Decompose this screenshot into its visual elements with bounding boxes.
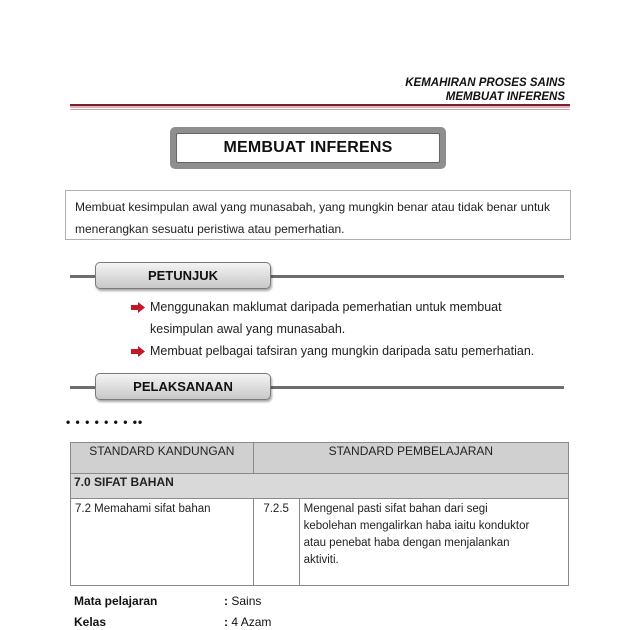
title-frame <box>170 127 446 169</box>
header-line-1: KEMAHIRAN PROSES SAINS <box>405 77 565 89</box>
pelaksanaan-label: PELAKSANAAN <box>95 373 271 400</box>
class-value: 4 Azam <box>231 615 272 629</box>
subject-value-wrap <box>224 594 261 608</box>
document-header <box>405 76 565 104</box>
header-rule <box>70 104 570 108</box>
header-standard-kandungan: STANDARD KANDUNGAN <box>71 443 254 474</box>
pembelajaran-line: aktiviti. <box>303 554 339 566</box>
petunjuk-item-2 <box>131 340 551 362</box>
arrow-bullet-icon <box>131 346 145 357</box>
petunjuk-item-1-line-1: Menggunakan maklumat daripada pemerhatian untuk membuat <box>150 300 502 314</box>
table-row <box>71 499 569 586</box>
pembelajaran-line: atau penebat haba dengan menjalankan <box>303 537 510 549</box>
class-label: Kelas <box>74 615 107 629</box>
table-section-row <box>71 474 569 499</box>
cell-pembelajaran <box>299 499 568 586</box>
cell-kandungan: 7.2 Memahami sifat bahan <box>71 499 254 586</box>
subject-label: Mata pelajaran <box>74 594 158 608</box>
petunjuk-item-1 <box>131 296 551 340</box>
header-rule-thin <box>70 109 570 110</box>
cell-code: 7.2.5 <box>253 499 299 586</box>
class-separator: : <box>224 615 228 629</box>
petunjuk-label: PETUNJUK <box>95 262 271 289</box>
standard-table <box>70 442 569 586</box>
class-value-wrap <box>224 615 271 629</box>
definition-line-2: menerangkan sesuatu peristiwa atau pemerhatian. <box>75 222 345 236</box>
dotted-marker: • • • • • • • •• <box>66 415 144 429</box>
petunjuk-item-2-line-1: Membuat pelbagai tafsiran yang mungkin daripada satu pemerhatian. <box>150 344 535 358</box>
header-line-2: MEMBUAT INFERENS <box>445 91 565 103</box>
pembelajaran-line: kebolehan mengalirkan haba iaitu konduktor <box>303 520 530 532</box>
definition-line-1: Membuat kesimpulan awal yang munasabah, yang mungkin benar atau tidak benar untuk <box>75 200 550 214</box>
subject-value: Sains <box>231 594 262 608</box>
header-standard-pembelajaran: STANDARD PEMBELAJARAN <box>253 443 568 474</box>
page-title: MEMBUAT INFERENS <box>176 133 440 163</box>
definition-box <box>65 190 571 240</box>
arrow-bullet-icon <box>131 302 145 313</box>
petunjuk-item-1-line-2: kesimpulan awal yang munasabah. <box>150 322 346 336</box>
pembelajaran-line: Mengenal pasti sifat bahan dari segi <box>303 503 488 515</box>
table-header-row <box>71 443 569 474</box>
subject-separator: : <box>224 594 228 608</box>
section-title: 7.0 SIFAT BAHAN <box>71 474 569 499</box>
